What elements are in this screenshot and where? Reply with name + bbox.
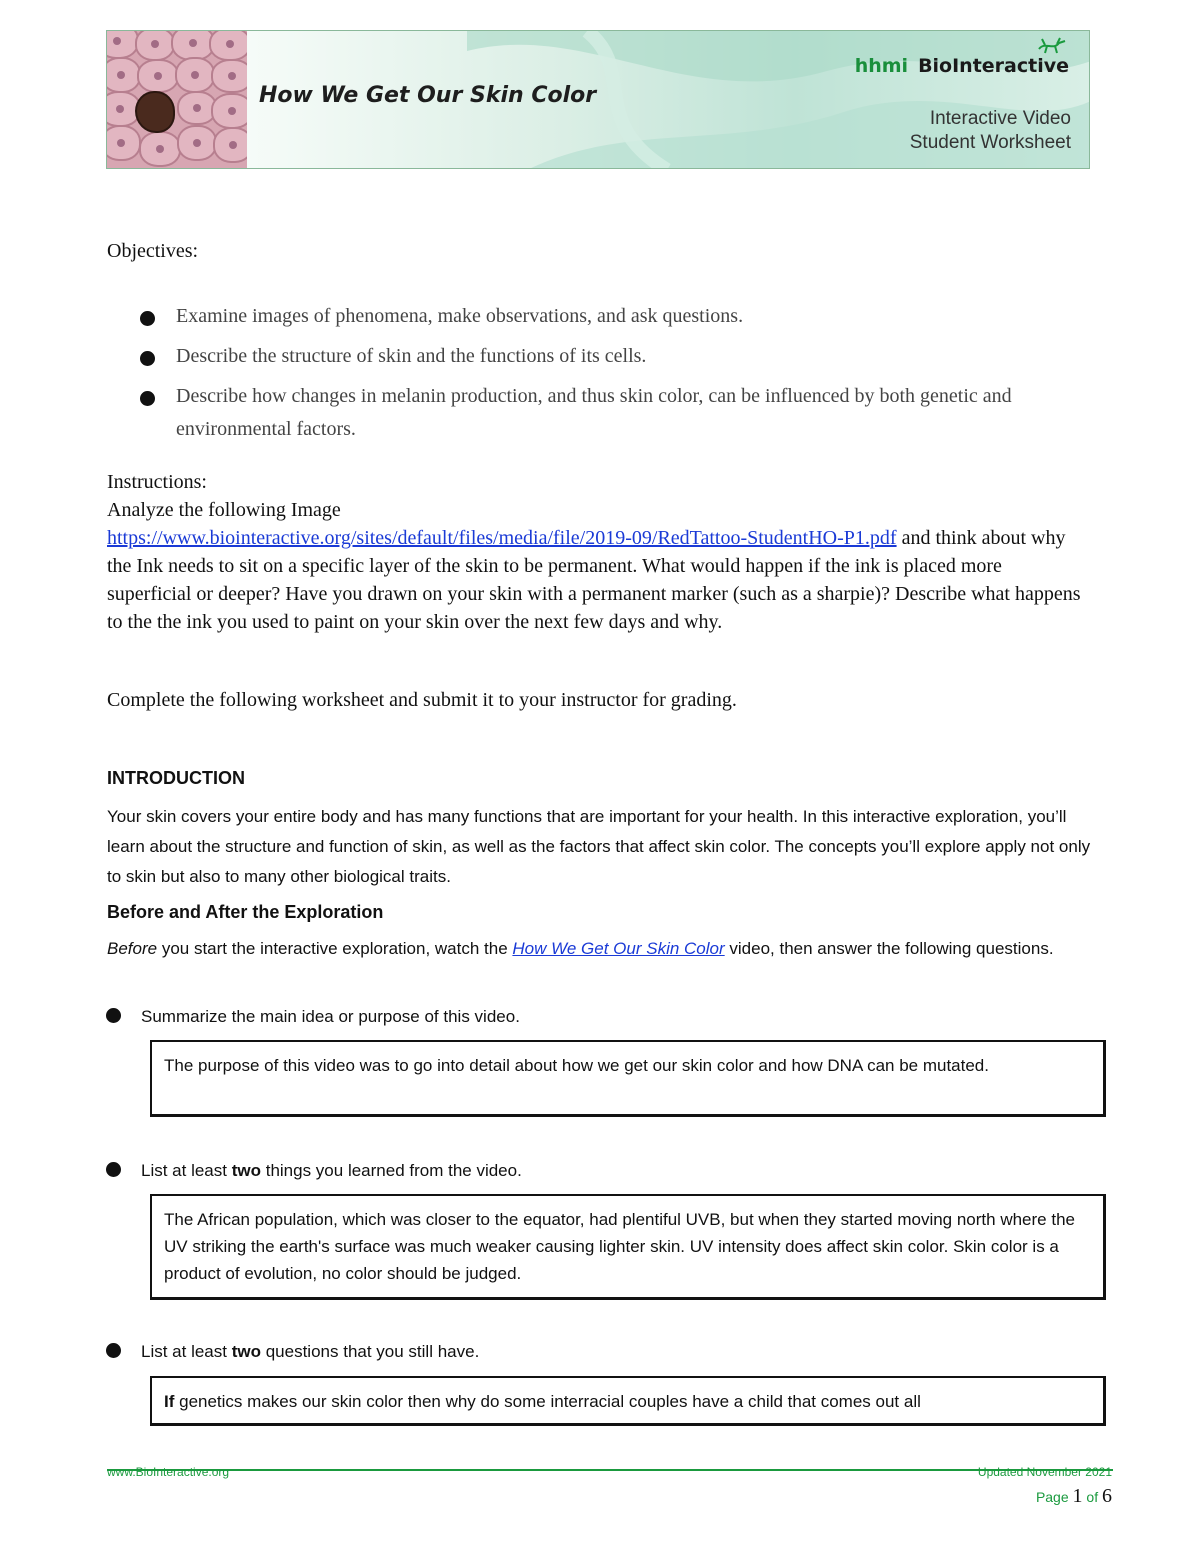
bullet-icon	[140, 351, 155, 366]
objectives-list	[140, 300, 1080, 453]
objectives-heading: Objectives:	[107, 240, 199, 262]
header-banner	[106, 30, 1090, 169]
footer-updated: Updated November 2021	[977, 1465, 1112, 1479]
biointeractive-wordmark: BioInteractive	[918, 55, 1069, 77]
bullet-icon	[106, 1162, 121, 1177]
page-number: Page 1 of 6	[1035, 1485, 1112, 1507]
question-1: Summarize the main idea or purpose of this video.	[106, 1007, 520, 1027]
objective-item: Examine images of phenomena, make observations, and ask questions.	[140, 300, 1080, 333]
instructions-paragraph: https://www.biointeractive.org/sites/default/files/media/file/2019-09/RedTattoo-StudentHO-P1.pdf and think about why the Ink needs to sit on a specific layer of the skin to be permanent. What would happen if the ink is placed more superficial or deeper? Have you drawn on your skin with a permanent marker (such as a sharpie)? Describe what happens to the the ink you used to paint on your skin over the next few days and why.	[107, 527, 1081, 633]
answer-box-3[interactable]: If genetics makes our skin color then why do some interracial couples have a child that comes out all	[150, 1376, 1106, 1426]
bullet-icon	[106, 1008, 121, 1023]
subtitle-line-1: Interactive Video	[929, 108, 1071, 129]
before-instructions: Before you start the interactive exploration, watch the How We Get Our Skin Color video, then answer the following questions.	[107, 939, 1054, 958]
before-after-heading: Before and After the Exploration	[107, 902, 384, 922]
complete-instruction: Complete the following worksheet and submit it to your instructor for grading.	[107, 689, 737, 711]
page-title: How We Get Our Skin Color	[259, 83, 597, 108]
footer-divider	[107, 1469, 1113, 1471]
question-2: List at least two things you learned from the video.	[106, 1161, 522, 1181]
subtitle-line-2: Student Worksheet	[909, 132, 1071, 153]
skin-cells-image	[107, 31, 247, 168]
instructions-heading: Instructions:	[107, 471, 207, 493]
introduction-heading: INTRODUCTION	[107, 768, 245, 788]
hhmi-wordmark: hhmi	[854, 55, 909, 77]
answer-box-1[interactable]: The purpose of this video was to go into detail about how we get our skin color and how DNA can be mutated.	[150, 1040, 1106, 1117]
objective-item: Describe how changes in melanin production, and thus skin color, can be influenced by both genetic and environmental factors.	[140, 380, 1080, 446]
instructions-block	[107, 468, 1087, 636]
lizard-logo-icon	[1037, 37, 1067, 55]
biointeractive-logo	[855, 55, 1069, 77]
bullet-icon	[140, 391, 155, 406]
red-tattoo-pdf-link[interactable]: https://www.biointeractive.org/sites/default/files/media/file/2019-09/RedTattoo-StudentHO-P1.pdf	[107, 527, 897, 549]
question-3: List at least two questions that you still have.	[106, 1342, 479, 1362]
introduction-text: Your skin covers your entire body and has many functions that are important for your health. In this interactive exploration, you’ll learn about the structure and function of skin, as well as the factors that affect skin color. The concepts you’ll explore apply not only to skin but also to many other biological traits.	[107, 807, 1091, 886]
footer-website: www.BioInteractive.org	[107, 1465, 230, 1479]
objective-item: Describe the structure of skin and the functions of its cells.	[140, 340, 1080, 373]
instructions-line: Analyze the following Image	[107, 499, 341, 521]
skin-color-video-link[interactable]: How We Get Our Skin Color	[512, 939, 725, 958]
banner-subtitle	[910, 107, 1071, 155]
answer-box-2[interactable]: The African population, which was closer to the equator, had plentiful UVB, but when they started moving north where the UV striking the earth's surface was much weaker causing lighter skin. UV intensity does affect skin color. Skin color is a product of evolution, no color should be judged.	[150, 1194, 1106, 1300]
bullet-icon	[140, 311, 155, 326]
bullet-icon	[106, 1343, 121, 1358]
